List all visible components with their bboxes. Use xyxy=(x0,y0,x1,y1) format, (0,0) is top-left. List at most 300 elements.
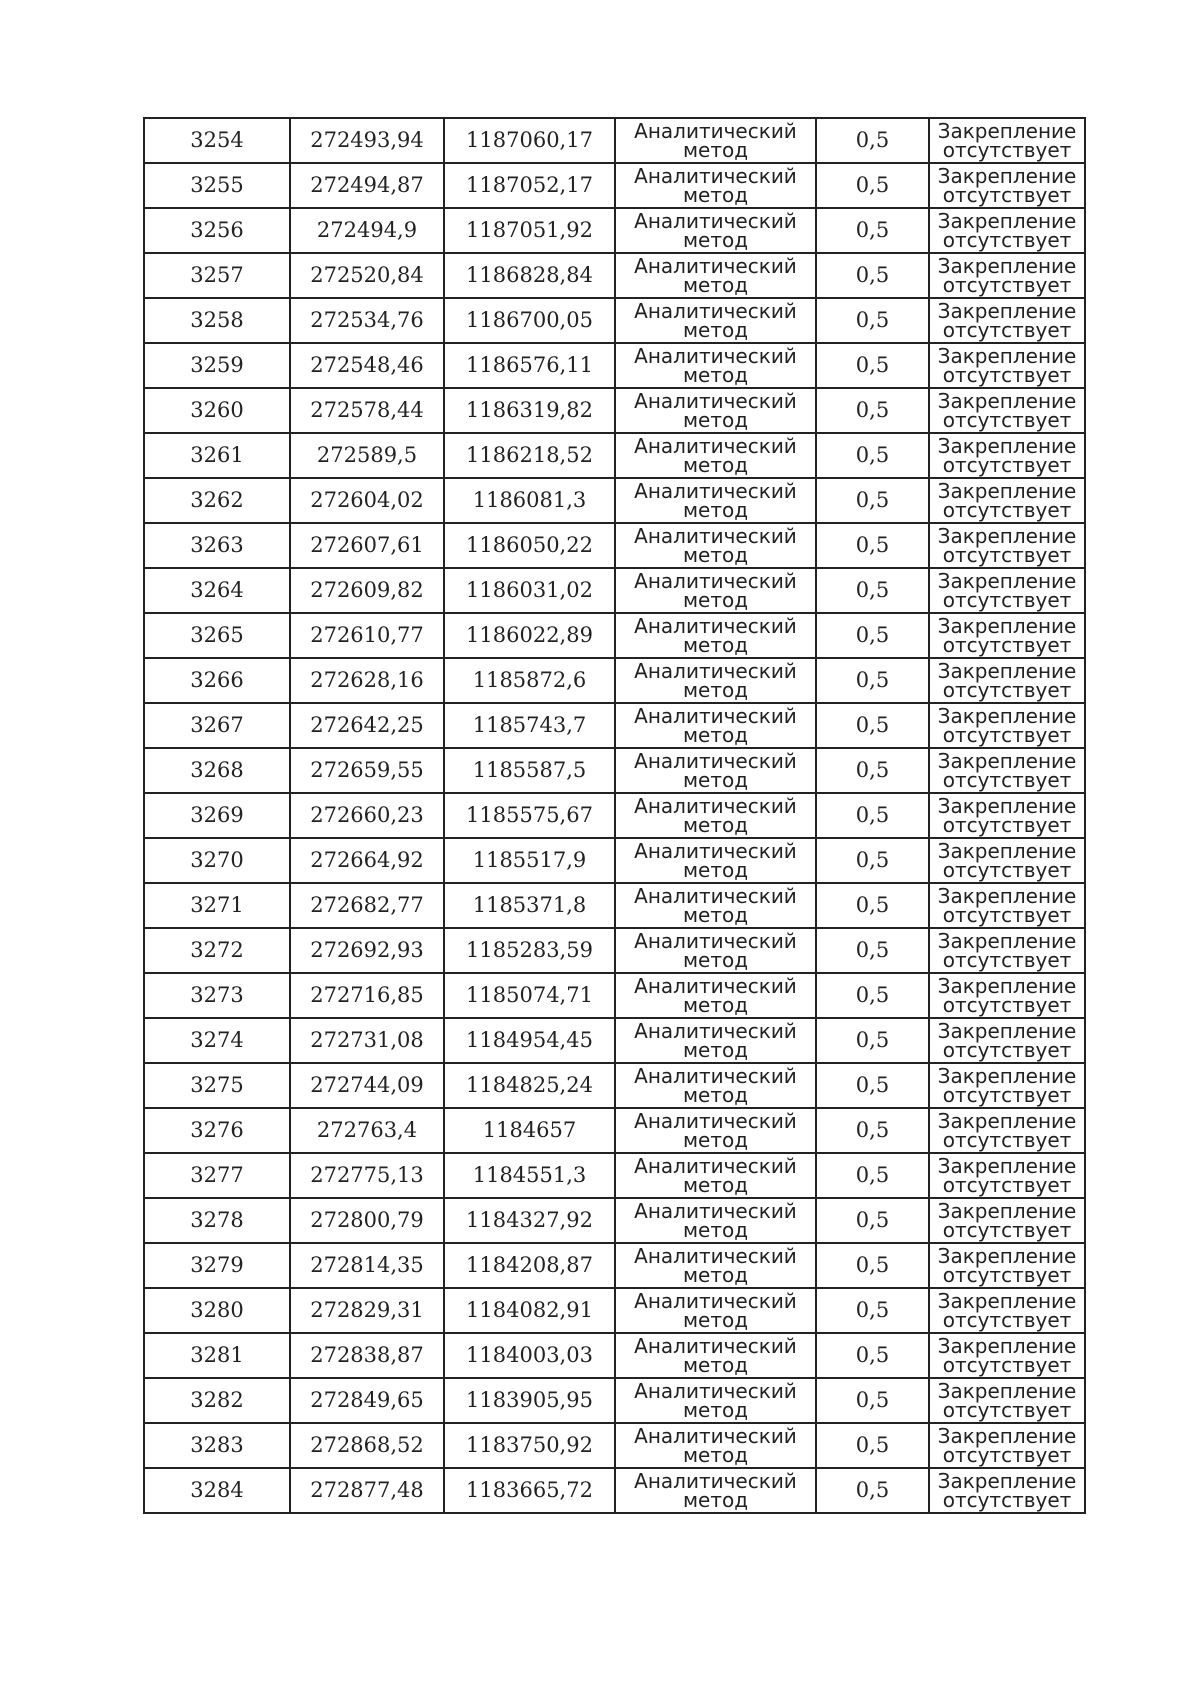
x-coordinate-cell: 272604,02 xyxy=(290,478,444,523)
fixation-cell xyxy=(929,478,1085,523)
fixation-cell xyxy=(929,1108,1085,1153)
fixation-cell xyxy=(929,433,1085,478)
fixation-cell xyxy=(929,1468,1085,1513)
fixation-line-1: Закрепление xyxy=(937,928,1077,953)
method-cell xyxy=(615,1378,816,1423)
fixation-cell xyxy=(929,1243,1085,1288)
fixation-cell xyxy=(929,163,1085,208)
x-coordinate-cell: 272628,16 xyxy=(290,658,444,703)
point-number-cell: 3274 xyxy=(144,1018,290,1063)
fixation-line-1: Закрепление xyxy=(937,1018,1077,1043)
method-cell xyxy=(615,1108,816,1153)
method-line-2: метод xyxy=(682,1082,749,1107)
y-coordinate-cell: 1187052,17 xyxy=(444,163,615,208)
y-coordinate-cell: 1186218,52 xyxy=(444,433,615,478)
fixation-line-2: отсутствует xyxy=(942,1172,1072,1197)
y-coordinate-cell: 1184954,45 xyxy=(444,1018,615,1063)
method-line-2: метод xyxy=(682,902,749,927)
accuracy-cell: 0,5 xyxy=(816,1198,929,1243)
x-coordinate-cell: 272838,87 xyxy=(290,1333,444,1378)
method-line-1: Аналитический xyxy=(634,253,797,278)
fixation-line-2: отсутствует xyxy=(942,452,1072,477)
fixation-cell xyxy=(929,1423,1085,1468)
point-number-cell: 3281 xyxy=(144,1333,290,1378)
method-cell xyxy=(615,298,816,343)
fixation-line-2: отсутствует xyxy=(942,812,1072,837)
x-coordinate-cell: 272763,4 xyxy=(290,1108,444,1153)
fixation-cell xyxy=(929,613,1085,658)
table-row xyxy=(144,388,1085,433)
fixation-line-2: отсутствует xyxy=(942,767,1072,792)
method-cell xyxy=(615,1063,816,1108)
method-line-1: Аналитический xyxy=(634,523,797,548)
method-cell xyxy=(615,658,816,703)
table-row xyxy=(144,1243,1085,1288)
method-cell xyxy=(615,1423,816,1468)
fixation-line-1: Закрепление xyxy=(937,1423,1077,1448)
point-number-cell: 3260 xyxy=(144,388,290,433)
fixation-cell xyxy=(929,973,1085,1018)
fixation-cell xyxy=(929,793,1085,838)
accuracy-cell: 0,5 xyxy=(816,973,929,1018)
table-row xyxy=(144,163,1085,208)
method-cell xyxy=(615,478,816,523)
point-number-cell: 3259 xyxy=(144,343,290,388)
fixation-line-1: Закрепление xyxy=(937,298,1077,323)
accuracy-cell: 0,5 xyxy=(816,1108,929,1153)
accuracy-cell: 0,5 xyxy=(816,433,929,478)
fixation-line-2: отсутствует xyxy=(942,227,1072,252)
fixation-line-1: Закрепление xyxy=(937,433,1077,458)
y-coordinate-cell: 1186828,84 xyxy=(444,253,615,298)
method-cell xyxy=(615,1288,816,1333)
fixation-line-1: Закрепление xyxy=(937,208,1077,233)
point-number-cell: 3254 xyxy=(144,118,290,163)
y-coordinate-cell: 1186700,05 xyxy=(444,298,615,343)
fixation-cell xyxy=(929,658,1085,703)
fixation-cell xyxy=(929,748,1085,793)
method-line-1: Аналитический xyxy=(634,208,797,233)
fixation-line-2: отсутствует xyxy=(942,632,1072,657)
fixation-line-2: отсутствует xyxy=(942,362,1072,387)
fixation-line-2: отсутствует xyxy=(942,587,1072,612)
accuracy-cell: 0,5 xyxy=(816,928,929,973)
method-line-1: Аналитический xyxy=(634,658,797,683)
accuracy-cell: 0,5 xyxy=(816,838,929,883)
method-cell xyxy=(615,433,816,478)
method-line-2: метод xyxy=(682,362,749,387)
x-coordinate-cell: 272494,9 xyxy=(290,208,444,253)
y-coordinate-cell: 1186022,89 xyxy=(444,613,615,658)
method-cell xyxy=(615,748,816,793)
table-row xyxy=(144,568,1085,613)
method-line-1: Аналитический xyxy=(634,343,797,368)
method-line-1: Аналитический xyxy=(634,928,797,953)
method-line-2: метод xyxy=(682,1307,749,1332)
y-coordinate-cell: 1185371,8 xyxy=(444,883,615,928)
method-line-2: метод xyxy=(682,317,749,342)
fixation-line-2: отсутствует xyxy=(942,1217,1072,1242)
table-row xyxy=(144,658,1085,703)
fixation-line-1: Закрепление xyxy=(937,1333,1077,1358)
fixation-line-1: Закрепление xyxy=(937,253,1077,278)
accuracy-cell: 0,5 xyxy=(816,883,929,928)
method-line-2: метод xyxy=(682,1487,749,1512)
method-line-1: Аналитический xyxy=(634,1288,797,1313)
table-row xyxy=(144,838,1085,883)
y-coordinate-cell: 1187060,17 xyxy=(444,118,615,163)
fixation-cell xyxy=(929,928,1085,973)
method-line-1: Аналитический xyxy=(634,1153,797,1178)
x-coordinate-cell: 272692,93 xyxy=(290,928,444,973)
method-line-2: метод xyxy=(682,812,749,837)
table-row xyxy=(144,253,1085,298)
fixation-cell xyxy=(929,1018,1085,1063)
method-line-1: Аналитический xyxy=(634,883,797,908)
accuracy-cell: 0,5 xyxy=(816,298,929,343)
fixation-line-1: Закрепление xyxy=(937,568,1077,593)
accuracy-cell: 0,5 xyxy=(816,1243,929,1288)
fixation-line-1: Закрепление xyxy=(937,478,1077,503)
table-row xyxy=(144,1198,1085,1243)
method-line-2: метод xyxy=(682,1172,749,1197)
method-line-1: Аналитический xyxy=(634,388,797,413)
fixation-line-1: Закрепление xyxy=(937,118,1077,143)
fixation-line-2: отсутствует xyxy=(942,677,1072,702)
fixation-line-2: отсутствует xyxy=(942,182,1072,207)
fixation-cell xyxy=(929,1198,1085,1243)
x-coordinate-cell: 272660,23 xyxy=(290,793,444,838)
x-coordinate-cell: 272849,65 xyxy=(290,1378,444,1423)
fixation-cell xyxy=(929,253,1085,298)
method-cell xyxy=(615,928,816,973)
fixation-line-1: Закрепление xyxy=(937,793,1077,818)
fixation-line-1: Закрепление xyxy=(937,1288,1077,1313)
method-line-2: метод xyxy=(682,1217,749,1242)
point-number-cell: 3269 xyxy=(144,793,290,838)
point-number-cell: 3282 xyxy=(144,1378,290,1423)
fixation-cell xyxy=(929,523,1085,568)
method-cell xyxy=(615,1018,816,1063)
method-cell xyxy=(615,343,816,388)
table-body xyxy=(144,118,1085,1513)
fixation-line-1: Закрепление xyxy=(937,1063,1077,1088)
x-coordinate-cell: 272659,55 xyxy=(290,748,444,793)
method-line-1: Аналитический xyxy=(634,838,797,863)
table-row xyxy=(144,613,1085,658)
accuracy-cell: 0,5 xyxy=(816,1333,929,1378)
fixation-line-2: отсутствует xyxy=(942,272,1072,297)
x-coordinate-cell: 272877,48 xyxy=(290,1468,444,1513)
method-line-2: метод xyxy=(682,722,749,747)
fixation-cell xyxy=(929,1378,1085,1423)
fixation-line-2: отсутствует xyxy=(942,407,1072,432)
fixation-line-2: отсутствует xyxy=(942,497,1072,522)
table-row xyxy=(144,298,1085,343)
fixation-line-1: Закрепление xyxy=(937,388,1077,413)
fixation-cell xyxy=(929,388,1085,433)
y-coordinate-cell: 1185575,67 xyxy=(444,793,615,838)
x-coordinate-cell: 272868,52 xyxy=(290,1423,444,1468)
accuracy-cell: 0,5 xyxy=(816,793,929,838)
point-number-cell: 3284 xyxy=(144,1468,290,1513)
x-coordinate-cell: 272494,87 xyxy=(290,163,444,208)
method-line-2: метод xyxy=(682,452,749,477)
point-number-cell: 3280 xyxy=(144,1288,290,1333)
point-number-cell: 3261 xyxy=(144,433,290,478)
method-line-2: метод xyxy=(682,632,749,657)
fixation-line-2: отсутствует xyxy=(942,722,1072,747)
y-coordinate-cell: 1186050,22 xyxy=(444,523,615,568)
point-number-cell: 3262 xyxy=(144,478,290,523)
fixation-cell xyxy=(929,568,1085,613)
table-row xyxy=(144,1063,1085,1108)
y-coordinate-cell: 1185743,7 xyxy=(444,703,615,748)
table-row xyxy=(144,1423,1085,1468)
point-number-cell: 3257 xyxy=(144,253,290,298)
accuracy-cell: 0,5 xyxy=(816,1468,929,1513)
fixation-cell xyxy=(929,883,1085,928)
method-cell xyxy=(615,1243,816,1288)
method-cell xyxy=(615,163,816,208)
table-row xyxy=(144,793,1085,838)
accuracy-cell: 0,5 xyxy=(816,703,929,748)
point-number-cell: 3264 xyxy=(144,568,290,613)
x-coordinate-cell: 272578,44 xyxy=(290,388,444,433)
table-row xyxy=(144,343,1085,388)
fixation-line-2: отсутствует xyxy=(942,1082,1072,1107)
method-line-2: метод xyxy=(682,182,749,207)
method-line-1: Аналитический xyxy=(634,1063,797,1088)
fixation-cell xyxy=(929,118,1085,163)
fixation-line-2: отсутствует xyxy=(942,857,1072,882)
fixation-line-1: Закрепление xyxy=(937,1243,1077,1268)
fixation-cell xyxy=(929,1153,1085,1198)
method-line-1: Аналитический xyxy=(634,1468,797,1493)
method-cell xyxy=(615,1198,816,1243)
accuracy-cell: 0,5 xyxy=(816,1018,929,1063)
x-coordinate-cell: 272642,25 xyxy=(290,703,444,748)
point-number-cell: 3279 xyxy=(144,1243,290,1288)
fixation-cell xyxy=(929,1333,1085,1378)
method-cell xyxy=(615,973,816,1018)
y-coordinate-cell: 1184003,03 xyxy=(444,1333,615,1378)
x-coordinate-cell: 272493,94 xyxy=(290,118,444,163)
fixation-cell xyxy=(929,703,1085,748)
method-line-1: Аналитический xyxy=(634,1423,797,1448)
point-number-cell: 3266 xyxy=(144,658,290,703)
method-line-1: Аналитический xyxy=(634,298,797,323)
fixation-cell xyxy=(929,298,1085,343)
y-coordinate-cell: 1183750,92 xyxy=(444,1423,615,1468)
accuracy-cell: 0,5 xyxy=(816,1378,929,1423)
accuracy-cell: 0,5 xyxy=(816,118,929,163)
y-coordinate-cell: 1186319,82 xyxy=(444,388,615,433)
method-line-2: метод xyxy=(682,137,749,162)
point-number-cell: 3270 xyxy=(144,838,290,883)
method-line-1: Аналитический xyxy=(634,1243,797,1268)
table-row xyxy=(144,883,1085,928)
x-coordinate-cell: 272682,77 xyxy=(290,883,444,928)
table-row xyxy=(144,1153,1085,1198)
method-cell xyxy=(615,568,816,613)
x-coordinate-cell: 272607,61 xyxy=(290,523,444,568)
table-row xyxy=(144,1378,1085,1423)
y-coordinate-cell: 1185517,9 xyxy=(444,838,615,883)
method-line-2: метод xyxy=(682,587,749,612)
method-line-1: Аналитический xyxy=(634,793,797,818)
point-number-cell: 3263 xyxy=(144,523,290,568)
accuracy-cell: 0,5 xyxy=(816,163,929,208)
fixation-line-1: Закрепление xyxy=(937,163,1077,188)
y-coordinate-cell: 1185283,59 xyxy=(444,928,615,973)
method-line-1: Аналитический xyxy=(634,1198,797,1223)
fixation-line-2: отсутствует xyxy=(942,1307,1072,1332)
fixation-line-1: Закрепление xyxy=(937,613,1077,638)
method-cell xyxy=(615,388,816,433)
point-number-cell: 3268 xyxy=(144,748,290,793)
x-coordinate-cell: 272829,31 xyxy=(290,1288,444,1333)
method-line-1: Аналитический xyxy=(634,613,797,638)
fixation-line-1: Закрепление xyxy=(937,658,1077,683)
fixation-line-1: Закрепление xyxy=(937,838,1077,863)
x-coordinate-cell: 272589,5 xyxy=(290,433,444,478)
table-row xyxy=(144,1018,1085,1063)
table-row xyxy=(144,973,1085,1018)
point-number-cell: 3275 xyxy=(144,1063,290,1108)
x-coordinate-cell: 272610,77 xyxy=(290,613,444,658)
accuracy-cell: 0,5 xyxy=(816,253,929,298)
method-cell xyxy=(615,208,816,253)
method-line-2: метод xyxy=(682,227,749,252)
method-cell xyxy=(615,1153,816,1198)
coordinates-table xyxy=(143,117,1086,1514)
point-number-cell: 3265 xyxy=(144,613,290,658)
table-row xyxy=(144,478,1085,523)
point-number-cell: 3272 xyxy=(144,928,290,973)
method-line-1: Аналитический xyxy=(634,1018,797,1043)
fixation-line-1: Закрепление xyxy=(937,973,1077,998)
method-line-1: Аналитический xyxy=(634,1333,797,1358)
x-coordinate-cell: 272534,76 xyxy=(290,298,444,343)
x-coordinate-cell: 272775,13 xyxy=(290,1153,444,1198)
method-line-1: Аналитический xyxy=(634,433,797,458)
y-coordinate-cell: 1184657 xyxy=(444,1108,615,1153)
table-row xyxy=(144,1333,1085,1378)
fixation-cell xyxy=(929,343,1085,388)
y-coordinate-cell: 1185074,71 xyxy=(444,973,615,1018)
point-number-cell: 3277 xyxy=(144,1153,290,1198)
fixation-cell xyxy=(929,1063,1085,1108)
accuracy-cell: 0,5 xyxy=(816,343,929,388)
table-row xyxy=(144,703,1085,748)
method-line-2: метод xyxy=(682,1037,749,1062)
method-line-2: метод xyxy=(682,1262,749,1287)
method-line-2: метод xyxy=(682,272,749,297)
fixation-line-1: Закрепление xyxy=(937,523,1077,548)
table-row xyxy=(144,1288,1085,1333)
x-coordinate-cell: 272716,85 xyxy=(290,973,444,1018)
method-line-1: Аналитический xyxy=(634,478,797,503)
fixation-line-1: Закрепление xyxy=(937,703,1077,728)
x-coordinate-cell: 272609,82 xyxy=(290,568,444,613)
fixation-line-2: отсутствует xyxy=(942,1037,1072,1062)
accuracy-cell: 0,5 xyxy=(816,1153,929,1198)
fixation-line-2: отсутствует xyxy=(942,1397,1072,1422)
method-cell xyxy=(615,523,816,568)
x-coordinate-cell: 272731,08 xyxy=(290,1018,444,1063)
table-row xyxy=(144,1468,1085,1513)
method-line-2: метод xyxy=(682,497,749,522)
fixation-cell xyxy=(929,838,1085,883)
method-line-1: Аналитический xyxy=(634,703,797,728)
point-number-cell: 3258 xyxy=(144,298,290,343)
method-line-1: Аналитический xyxy=(634,163,797,188)
method-cell xyxy=(615,793,816,838)
y-coordinate-cell: 1184825,24 xyxy=(444,1063,615,1108)
accuracy-cell: 0,5 xyxy=(816,1288,929,1333)
accuracy-cell: 0,5 xyxy=(816,478,929,523)
method-line-2: метод xyxy=(682,1442,749,1467)
fixation-line-2: отсутствует xyxy=(942,1442,1072,1467)
point-number-cell: 3256 xyxy=(144,208,290,253)
fixation-line-1: Закрепление xyxy=(937,883,1077,908)
method-cell xyxy=(615,253,816,298)
fixation-line-2: отсутствует xyxy=(942,317,1072,342)
fixation-line-1: Закрепление xyxy=(937,748,1077,773)
y-coordinate-cell: 1186576,11 xyxy=(444,343,615,388)
y-coordinate-cell: 1184082,91 xyxy=(444,1288,615,1333)
accuracy-cell: 0,5 xyxy=(816,523,929,568)
fixation-line-2: отсутствует xyxy=(942,902,1072,927)
table-row xyxy=(144,748,1085,793)
method-line-2: метод xyxy=(682,677,749,702)
y-coordinate-cell: 1183665,72 xyxy=(444,1468,615,1513)
x-coordinate-cell: 272548,46 xyxy=(290,343,444,388)
fixation-line-2: отсутствует xyxy=(942,1487,1072,1512)
accuracy-cell: 0,5 xyxy=(816,658,929,703)
accuracy-cell: 0,5 xyxy=(816,208,929,253)
point-number-cell: 3283 xyxy=(144,1423,290,1468)
x-coordinate-cell: 272664,92 xyxy=(290,838,444,883)
y-coordinate-cell: 1185587,5 xyxy=(444,748,615,793)
fixation-cell xyxy=(929,1288,1085,1333)
fixation-line-2: отсутствует xyxy=(942,137,1072,162)
point-number-cell: 3276 xyxy=(144,1108,290,1153)
fixation-line-2: отсутствует xyxy=(942,542,1072,567)
method-cell xyxy=(615,1333,816,1378)
method-cell xyxy=(615,613,816,658)
method-line-2: метод xyxy=(682,1127,749,1152)
method-line-1: Аналитический xyxy=(634,568,797,593)
method-cell xyxy=(615,118,816,163)
table-row xyxy=(144,523,1085,568)
fixation-line-1: Закрепление xyxy=(937,1153,1077,1178)
x-coordinate-cell: 272744,09 xyxy=(290,1063,444,1108)
table-row xyxy=(144,433,1085,478)
point-number-cell: 3271 xyxy=(144,883,290,928)
method-line-2: метод xyxy=(682,857,749,882)
y-coordinate-cell: 1186081,3 xyxy=(444,478,615,523)
accuracy-cell: 0,5 xyxy=(816,1423,929,1468)
method-line-2: метод xyxy=(682,1352,749,1377)
method-line-1: Аналитический xyxy=(634,973,797,998)
y-coordinate-cell: 1184327,92 xyxy=(444,1198,615,1243)
fixation-line-1: Закрепление xyxy=(937,1378,1077,1403)
fixation-line-2: отсутствует xyxy=(942,992,1072,1017)
point-number-cell: 3255 xyxy=(144,163,290,208)
method-cell xyxy=(615,838,816,883)
